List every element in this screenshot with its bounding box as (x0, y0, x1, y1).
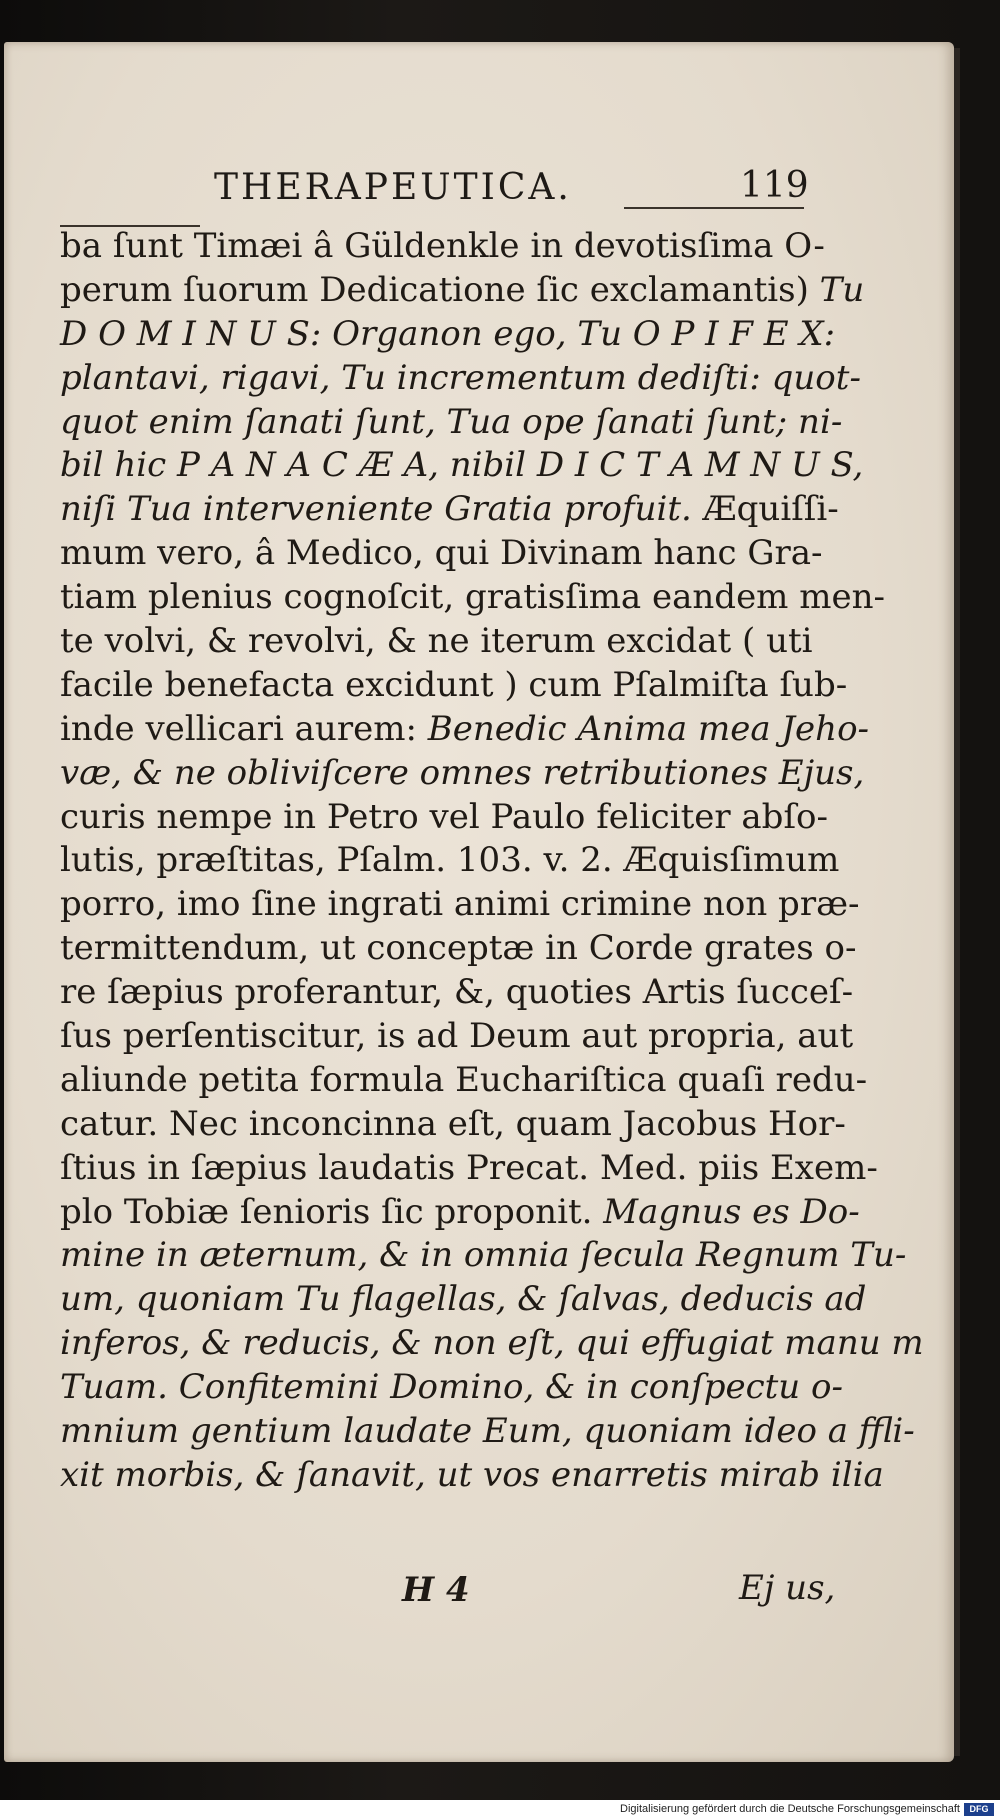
signature-mark: H 4 (402, 1570, 470, 1610)
roman-text: mum vero, â Medico, qui Divinam hanc Gra- (60, 533, 823, 574)
text-line (60, 1234, 907, 1278)
roman-text: ſus perſentiscitur, is ad Deum aut propria, aut (60, 1016, 854, 1057)
text-line (60, 269, 865, 313)
text-line (60, 752, 865, 796)
text-line (60, 1366, 843, 1410)
body-text (60, 225, 924, 1498)
text-line (60, 225, 825, 269)
italic-text: inferos, & reducis, & non eſt, qui effugiat manu m (60, 1323, 924, 1364)
text-line (60, 839, 840, 883)
text-line (60, 1059, 868, 1103)
text-line (60, 1278, 867, 1322)
roman-text: catur. Nec inconcinna eſt, quam Jacobus Hor- (60, 1103, 846, 1144)
roman-text: porro, imo ſine ingrati animi crimine non præ- (60, 884, 860, 925)
page-edge (954, 48, 960, 1756)
roman-text: perum ſuorum Dedicatione ſic exclamantis) (60, 269, 820, 310)
roman-text: ſtius in ſæpius laudatis Precat. Med. piis Exem- (60, 1147, 878, 1188)
italic-text: plantavi, rigavi, Tu incrementum dediſti: quot- (60, 357, 861, 398)
roman-text: curis nempe in Petro vel Paulo feliciter abſo- (60, 796, 828, 837)
text-line (60, 532, 823, 576)
text-line (60, 401, 843, 445)
text-line (60, 313, 836, 357)
roman-text: aliunde petita formula Euchariſtica quaſi redu- (60, 1059, 868, 1100)
running-title: THERAPEUTICA. (214, 167, 572, 208)
italic-text: Magnus es Do- (603, 1191, 860, 1232)
book-page (4, 42, 954, 1762)
italic-text: xit morbis, & ſanavit, ut vos enarretis mirab ilia (60, 1454, 884, 1495)
roman-text: lutis, præſtitas, Pſalm. 103. v. 2. Æquisſimum (60, 840, 840, 881)
text-line (60, 1191, 860, 1235)
text-line (60, 1410, 915, 1454)
text-line (60, 1454, 884, 1498)
text-line (60, 620, 820, 664)
roman-text: facile benefacta excidunt ) cum Pſalmiſta ſub- (60, 664, 848, 705)
roman-text: inde vellicari aurem: (60, 708, 428, 749)
italic-text: niſi Tua interveniente Gratia profuit. (60, 489, 692, 530)
roman-text: termittendum, ut conceptæ in Corde grates o- (60, 928, 857, 969)
text-line (60, 488, 839, 532)
roman-text: ba ſunt Timæi â Güldenkle in devotisſima O- (60, 226, 825, 266)
text-line (60, 971, 854, 1015)
italic-text: mnium gentium laudate Eum, quoniam ideo a ffli- (60, 1411, 915, 1452)
page-header (4, 127, 954, 207)
italic-text: quot enim ſanati ſunt, Tua ope ſanati ſunt; ni- (60, 401, 843, 442)
italic-text: D O M I N U S: Organon ego, Tu O P I F E X: (60, 313, 836, 354)
italic-text: Benedic Anima mea Jeho- (427, 708, 870, 749)
credit-text: Digitalisierung gefördert durch die Deutsche Forschungsgemeinschaft (620, 1803, 960, 1815)
text-line (60, 927, 857, 971)
italic-text: um, quoniam Tu flagellas, & ſalvas, deducis ad (60, 1279, 867, 1320)
roman-text: Æquiſſi- (691, 489, 839, 530)
text-line (60, 357, 861, 401)
italic-text: væ, & ne obliviſcere omnes retributiones Ejus, (60, 752, 865, 793)
header-rule (624, 207, 804, 209)
italic-text: Tu (819, 269, 865, 310)
italic-text: bil hic P A N A C Æ A, nibil D I C T A M N U S, (60, 445, 864, 486)
roman-text: te volvi, & revolvi, & ne iterum excidat ( uti (60, 621, 813, 662)
page-number: 119 (740, 165, 809, 206)
text-line (60, 1015, 854, 1059)
text-line (60, 796, 828, 840)
text-line (60, 576, 885, 620)
dfg-logo: DFG (964, 1803, 994, 1816)
text-line (60, 1322, 924, 1366)
roman-text: tiam plenius cognoſcit, gratisſima eandem men- (60, 577, 885, 618)
text-line (60, 1103, 846, 1147)
credit-bar (0, 1800, 1000, 1820)
text-line (60, 883, 860, 927)
page-footer (4, 1562, 954, 1622)
italic-text: mine in æternum, & in omnia ſecula Regnum Tu- (60, 1235, 907, 1276)
roman-text: plo Tobiæ ſenioris ſic proponit. (60, 1191, 604, 1232)
roman-text: re ſæpius proferantur, &, quoties Artis ſucceſ- (60, 972, 854, 1013)
italic-text: Tuam. Confitemini Domino, & in conſpectu o- (60, 1367, 843, 1408)
text-line (60, 1147, 878, 1191)
text-line (60, 708, 870, 752)
text-line (60, 444, 864, 488)
catchword: Ej us, (739, 1568, 836, 1608)
text-line (60, 664, 848, 708)
